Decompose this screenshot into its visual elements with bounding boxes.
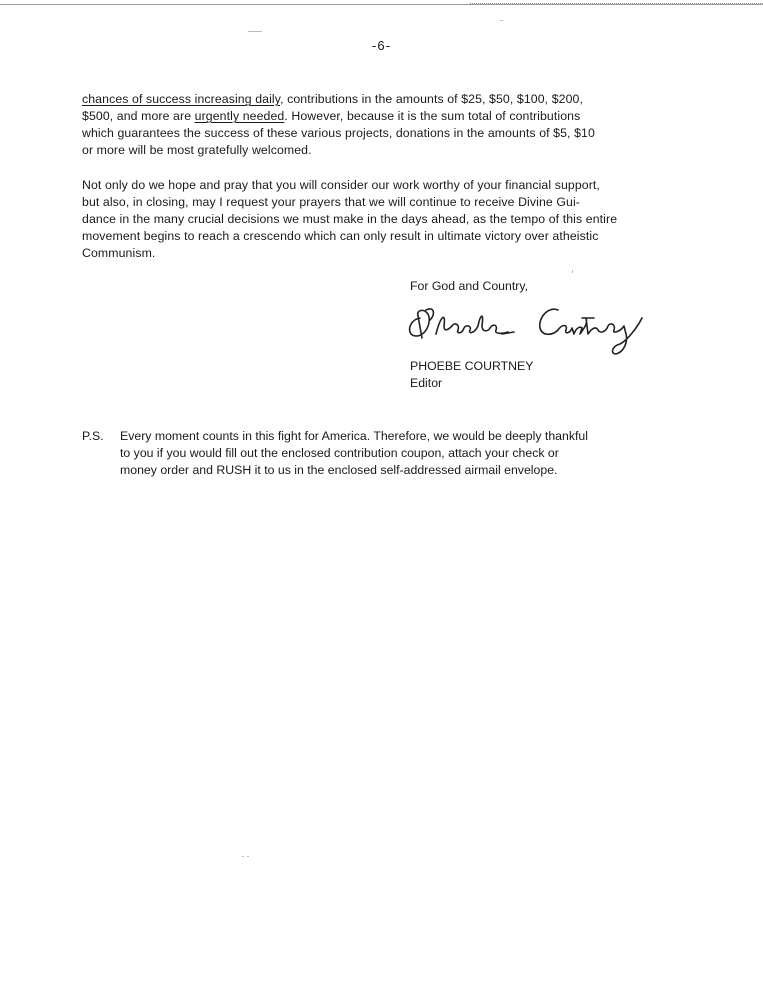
handwritten-signature bbox=[402, 296, 672, 358]
top-edge-rule bbox=[0, 4, 763, 5]
paragraph-2-line-2: but also, in closing, may I request your prayers that we will continue to receive Divine Gui- bbox=[82, 195, 580, 209]
scan-speck bbox=[500, 20, 503, 21]
body-paragraph-1 bbox=[82, 91, 682, 159]
paragraph-1-line-4: or more will be most gratefully welcomed. bbox=[82, 143, 312, 157]
paragraph-1-line-2-start: $500, and more are bbox=[82, 109, 195, 123]
scan-speck bbox=[572, 270, 573, 273]
body-paragraph-2 bbox=[82, 177, 682, 262]
postscript-line-3: money order and RUSH it to us in the enclosed self-addressed airmail envelope. bbox=[120, 463, 558, 477]
underlined-phrase-success: chances of success increasing daily bbox=[82, 92, 281, 106]
signer-title: Editor bbox=[410, 376, 443, 390]
scan-speck bbox=[247, 856, 249, 857]
paragraph-2-line-5: Communism. bbox=[82, 246, 156, 260]
paragraph-1-line-1-rest: , contributions in the amounts of $25, $50, $100, $200, bbox=[280, 92, 583, 106]
scan-speck bbox=[242, 856, 244, 857]
page-number: -6- bbox=[372, 38, 391, 53]
postscript-text bbox=[120, 428, 700, 479]
paragraph-1-line-3: which guarantees the success of these various projects, donations in the amounts of $5, $10 bbox=[82, 126, 595, 140]
paragraph-1-line-2-rest: . However, because it is the sum total of contributions bbox=[284, 109, 581, 123]
postscript-label: P.S. bbox=[82, 429, 104, 443]
signer-name: PHOEBE COURTNEY bbox=[410, 359, 534, 373]
paragraph-1-line-2 bbox=[82, 108, 682, 125]
top-edge-marks bbox=[470, 0, 763, 4]
paragraph-2-line-3: dance in the many crucial decisions we must make in the days ahead, as the tempo of this entire bbox=[82, 212, 618, 226]
postscript-line-1: Every moment counts in this fight for America. Therefore, we would be deeply thankful bbox=[120, 429, 588, 443]
underlined-phrase-urgent: urgently needed bbox=[194, 109, 285, 123]
paragraph-2-line-4: movement begins to reach a crescendo which can only result in ultimate victory over atheistic bbox=[82, 229, 599, 243]
paragraph-2-line-1: Not only do we hope and pray that you will consider our work worthy of your financial support, bbox=[82, 178, 600, 192]
postscript-line-2: to you if you would fill out the enclosed contribution coupon, attach your check or bbox=[120, 446, 559, 460]
scan-speck bbox=[248, 31, 262, 32]
closing-salutation: For God and Country, bbox=[410, 279, 529, 293]
paragraph-1-line-1 bbox=[82, 91, 682, 108]
